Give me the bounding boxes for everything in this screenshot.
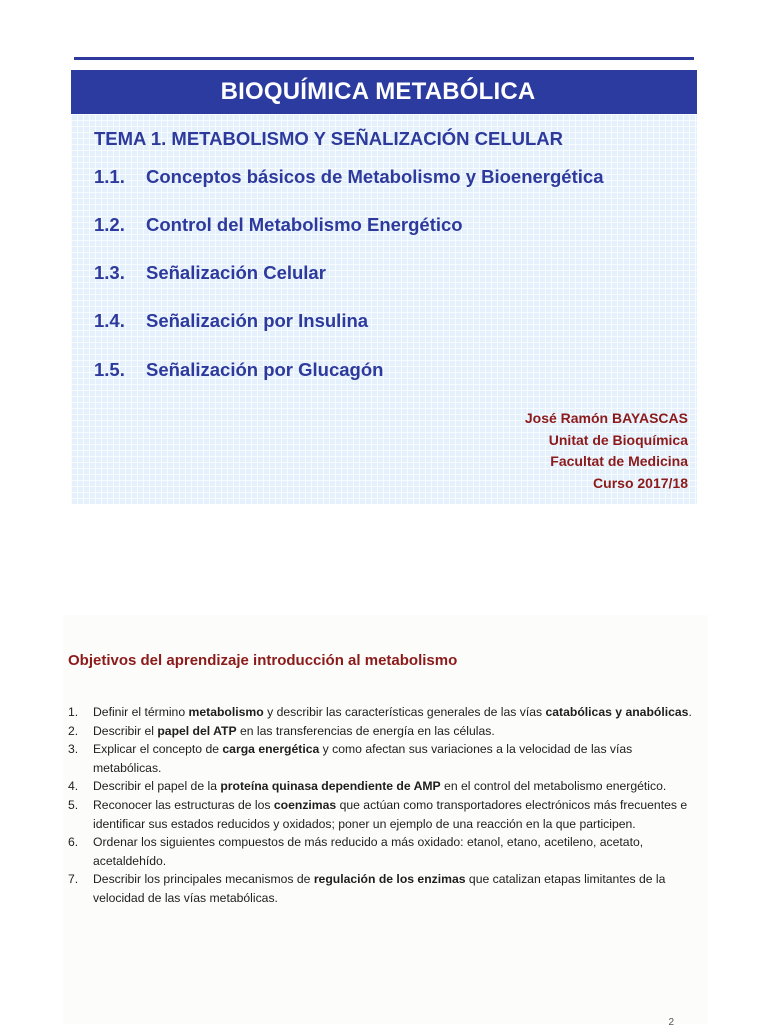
objective-number: 4. — [68, 779, 79, 794]
top-divider — [74, 57, 694, 60]
objective-item — [68, 833, 700, 870]
objective-text-run: que actúan como transportadores electrónicos más frecuentes e identificar sus estados reducidos y oxidados; poner un ejemplo de una reacción en la que participen. — [93, 797, 688, 831]
page-number: 2 — [668, 1017, 674, 1028]
topic-number: 1.3. — [94, 262, 125, 283]
objective-keyword: papel del ATP — [157, 723, 237, 738]
objective-text-run: y describir las características generales de las vías — [263, 705, 546, 719]
objective-text — [93, 777, 700, 796]
objective-text — [93, 722, 700, 741]
objective-text — [93, 740, 700, 777]
topic-item — [94, 262, 326, 284]
title-bar — [71, 70, 697, 114]
objective-keyword: regulación de los enzimas — [313, 872, 466, 887]
objectives-list — [68, 703, 700, 908]
objective-text-run: Definir el término — [93, 705, 189, 719]
objective-number: 6. — [68, 835, 79, 850]
objective-number: 5. — [68, 797, 79, 812]
objective-item — [68, 740, 700, 777]
objective-keyword: proteína quinasa dependiente de AMP — [220, 779, 441, 794]
objective-number: 7. — [68, 872, 79, 887]
objective-text-run: Ordenar los siguientes compuestos de más reducido a más oxidado: etanol, etano, acetileno, acetato, acetaldehído. — [93, 835, 644, 868]
content-panel — [71, 114, 697, 504]
topic-number: 1.2. — [94, 214, 125, 235]
objective-text-run: Reconocer las estructuras de los — [93, 797, 274, 812]
author-faculty: Facultat de Medicina — [550, 453, 688, 469]
topic-label: Señalización por Glucagón — [146, 359, 384, 380]
objective-text-run: que catalizan etapas limitantes de la velocidad de las vías metabólicas. — [93, 872, 666, 905]
objective-number: 1. — [68, 705, 79, 719]
author-name: José Ramón BAYASCAS — [524, 410, 688, 426]
objective-text — [93, 870, 700, 907]
topic-label: Conceptos básicos de Metabolismo y Bioenergética — [146, 166, 604, 187]
objective-item — [68, 703, 700, 722]
course-title: BIOQUÍMICA METABÓLICA — [220, 78, 536, 105]
objective-text-run: Describir los principales mecanismos de — [93, 872, 314, 887]
objective-item — [68, 870, 700, 907]
topic-item — [94, 166, 603, 188]
topic-number: 1.1. — [94, 166, 125, 187]
objective-text-run: Explicar el concepto de — [93, 742, 223, 757]
objectives-title: Objetivos del aprendizaje introducción al metabolismo — [68, 652, 458, 669]
objective-item — [68, 722, 700, 741]
objective-keyword: coenzimas — [273, 797, 337, 812]
objective-number: 2. — [68, 723, 79, 738]
tema-heading: TEMA 1. METABOLISMO Y SEÑALIZACIÓN CELULAR — [94, 128, 564, 149]
objective-number: 3. — [68, 742, 79, 757]
objective-text — [93, 703, 700, 722]
objective-text-run: . — [688, 705, 692, 719]
objective-text-run: en el control del metabolismo energético. — [440, 779, 667, 794]
objective-keyword: carga energética — [222, 742, 320, 757]
objective-item — [68, 777, 700, 796]
objective-keyword: catabólicas y anabólicas — [545, 705, 689, 719]
objective-text-run: y como afectan sus variaciones a la velocidad de las vías metabólicas. — [93, 742, 633, 775]
objective-text — [93, 833, 700, 870]
author-block — [525, 408, 688, 494]
topic-number: 1.5. — [94, 359, 125, 380]
author-unit: Unitat de Bioquímica — [548, 431, 688, 448]
topic-number: 1.4. — [94, 310, 125, 331]
topic-item — [94, 214, 463, 236]
topic-item — [94, 310, 368, 332]
objective-text-run: Describir el — [93, 723, 158, 738]
objective-item — [68, 796, 700, 833]
objective-keyword: metabolismo — [188, 705, 264, 719]
topic-item — [94, 359, 383, 381]
objective-text-run: en las transferencias de energía en las células. — [236, 723, 495, 738]
topic-label: Señalización por Insulina — [146, 310, 369, 331]
author-course: Curso 2017/18 — [593, 474, 688, 491]
topic-label: Señalización Celular — [146, 262, 326, 283]
topic-label: Control del Metabolismo Energético — [146, 214, 463, 235]
objective-text-run: Describir el papel de la — [93, 779, 221, 794]
objective-text — [93, 796, 700, 833]
